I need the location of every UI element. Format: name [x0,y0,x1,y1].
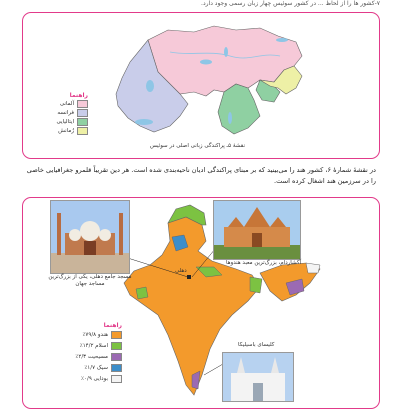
legend-swatch [77,109,88,117]
legend-swatch [111,364,122,372]
lake [276,38,288,42]
minaret [57,213,61,255]
lake [135,119,153,125]
legend-item: فرانسه [40,108,88,117]
lake [200,60,212,65]
church-caption: کلیسای باسیلیکا [238,342,275,348]
switzerland-map [110,22,310,140]
india-legend [40,322,122,384]
mosque-illustration [51,201,129,273]
legend-item: بودایی ۰/۹٪ [40,373,122,384]
legend-item: مسیحیت ۲/۳٪ [40,351,122,362]
legend-item: اسلام ۱۴/۲٪ [40,340,122,351]
legend-title: راهنما [103,322,122,329]
top-text: ۷-کشور ها را از لحاظ ... در کشور سوئیس چهار زبان رسمی وجود دارد. [201,0,380,7]
legend-swatch [111,331,122,339]
dome [99,229,111,241]
islam-region-bengal [250,277,262,293]
buddhist-region [306,263,320,273]
dome [69,229,81,241]
italian-region [218,84,260,134]
minaret [119,213,123,255]
legend-swatch [111,375,122,383]
legend-item: ایتالیایی [40,117,88,126]
lake [146,80,154,92]
lake [228,112,232,124]
mosque-photo [50,200,130,274]
body-paragraph: در نقشهٔ شمارهٔ ۶، کشور هند را می‌بینید که بر مبنای پراکندگی ادیان ناحیه‌بندی شده است. هر دین تقریباً قلمرو جغرافیایی خاصی را در سرزمین هند اشغال کرده است. [26,166,376,185]
switzerland-caption: نقشهٔ ۵ـ پراکندگی زبانی اصلی در سوئیس [150,143,246,149]
legend-swatch [111,353,122,361]
legend-swatch [77,118,88,126]
legend-swatch [77,127,88,135]
temple-illustration [214,201,300,259]
church-spire [237,357,245,373]
temple-spire [244,207,270,227]
temple-caption: آکشاردام، بزرگ‌ترین معبد هندوها [226,260,302,266]
legend-item: آلمانی [40,99,88,108]
dome [80,221,100,241]
legend-item: رُمانش [40,126,88,135]
legend-title: راهنما [69,92,88,99]
legend-item: سیک ۱/۷٪ [40,362,122,373]
temple-photo [213,200,301,260]
delhi-label: دهلی [175,268,187,274]
mosque-caption: مسجد جامع دهلی، یکی از بزرگ‌ترین مساجد جهان [48,274,132,287]
islam-region-west [136,287,148,299]
switzerland-legend [40,92,88,135]
legend-swatch [77,100,88,108]
church-illustration [223,353,293,401]
church-photo [222,352,294,402]
church-spire [271,357,279,373]
legend-swatch [111,342,122,350]
legend-item: هندو ۷۹/۸٪ [40,329,122,340]
